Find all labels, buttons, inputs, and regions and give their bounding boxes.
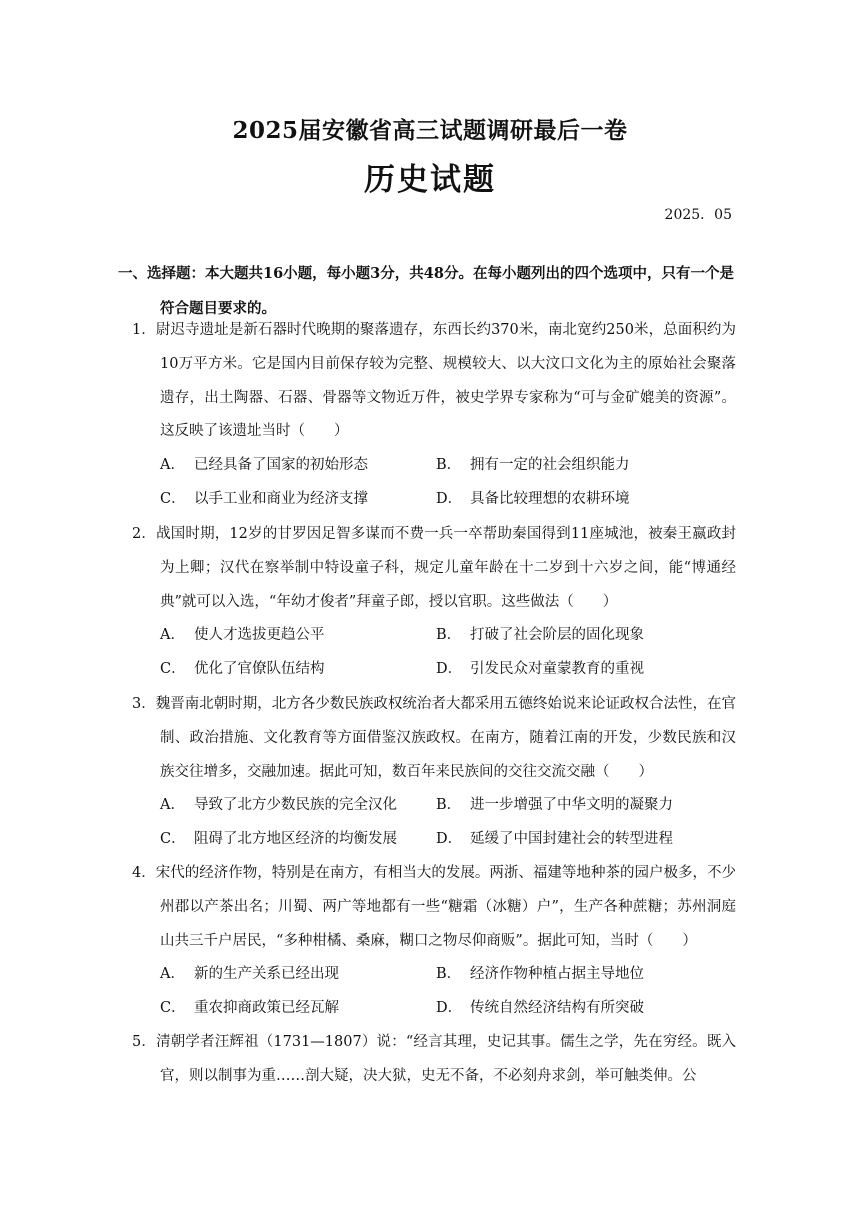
option-letter: D． bbox=[436, 661, 463, 678]
option-letter: A． bbox=[160, 457, 185, 474]
question-number: 3． bbox=[132, 696, 156, 712]
section-heading-text: 一、选择题：本大题共16小题，每小题3分，共48分。在每小题列出的四个选项中，只有一个是符合题目要求的。 bbox=[118, 265, 734, 317]
option-letter: D． bbox=[436, 490, 463, 507]
option-text: 以手工业和商业为经济支撑 bbox=[194, 490, 368, 507]
option-text: 已经具备了国家的初始形态 bbox=[194, 457, 368, 474]
option-text: 使人才选拔更趋公平 bbox=[194, 627, 325, 644]
option-letter: C． bbox=[160, 490, 186, 507]
option-letter: C． bbox=[160, 661, 186, 678]
option-text: 重农抑商政策已经瓦解 bbox=[194, 1000, 339, 1017]
option-text: 传统自然经济结构有所突破 bbox=[470, 1000, 644, 1017]
option-text: 具备比较理想的农耕环境 bbox=[470, 490, 630, 507]
option-text: 阻碍了北方地区经济的均衡发展 bbox=[194, 831, 397, 848]
option-letter: C． bbox=[160, 831, 186, 848]
question-text: 尉迟寺遗址是新石器时代晚期的聚落遗存，东西长约370米，南北宽约250米，总面积约为10万平方米。它是国内目前保存较为完整、规模较大、以大汶口文化为主的原始社会聚落遗存，出土陶器、石器、骨器等文物近万件，被史学界专家称为“可与金矿媲美的资源”。这反映了该遗址当时（ ） bbox=[155, 322, 736, 440]
option-text: 延缓了中国封建社会的转型进程 bbox=[470, 831, 673, 848]
option-c[interactable] bbox=[160, 992, 436, 1026]
question-number: 4． bbox=[132, 865, 156, 881]
option-a[interactable] bbox=[160, 789, 436, 823]
option-d[interactable] bbox=[436, 653, 736, 687]
options-grid bbox=[132, 789, 736, 857]
option-text: 进一步增强了中华文明的凝聚力 bbox=[470, 797, 673, 814]
option-text: 打破了社会阶层的固化现象 bbox=[470, 627, 644, 644]
question-stem bbox=[132, 518, 736, 619]
option-text: 导致了北方少数民族的完全汉化 bbox=[194, 797, 397, 814]
option-d[interactable] bbox=[436, 483, 736, 517]
question-stem bbox=[132, 857, 736, 958]
option-letter: B． bbox=[436, 627, 462, 644]
subject-title: 历史试题 bbox=[364, 162, 496, 198]
question-text: 宋代的经济作物，特别是在南方，有相当大的发展。两浙、福建等地种茶的园户极多，不少州郡以产茶出名；川蜀、两广等地都有一些“糖霜（冰糖）户”，生产各种蔗糖；苏州洞庭山共三千户居民，“多种柑橘、桑麻，糊口之物尽仰商贩”。据此可知，当时（ ） bbox=[155, 865, 736, 949]
question-2 bbox=[132, 518, 736, 687]
option-letter: B． bbox=[436, 966, 462, 983]
question-3 bbox=[132, 688, 736, 857]
option-letter: D． bbox=[436, 831, 463, 848]
option-letter: B． bbox=[436, 797, 462, 814]
question-number: 5． bbox=[132, 1034, 157, 1050]
question-text: 魏晋南北朝时期，北方各少数民族政权统治者大都采用五德终始说来论证政权合法性，在官制、政治措施、文化教育等方面借鉴汉族政权。在南方，随着江南的开发，少数民族和汉族交往增多，交融加速。据此可知，数百年来民族间的交往交流交融（ ） bbox=[155, 696, 736, 780]
question-text: 清朝学者汪辉祖（1731—1807）说：“经言其理，史记其事。儒生之学，先在穷经。既入官，则以制事为重……剖大疑，决大狱，史无不备，不必刻舟求剑，举可触类伸。公 bbox=[156, 1034, 736, 1084]
option-c[interactable] bbox=[160, 823, 436, 857]
option-text: 经济作物种植占据主导地位 bbox=[470, 966, 644, 983]
option-a[interactable] bbox=[160, 449, 436, 483]
option-b[interactable] bbox=[436, 958, 736, 992]
question-stem bbox=[132, 314, 736, 449]
question-number: 2． bbox=[132, 526, 157, 542]
option-letter: D． bbox=[436, 1000, 463, 1017]
options-grid bbox=[132, 619, 736, 687]
question-1 bbox=[132, 314, 736, 517]
exam-title: 2025届安徽省高三试题调研最后一卷 bbox=[232, 117, 628, 144]
option-letter: B． bbox=[436, 457, 462, 474]
options-grid bbox=[132, 958, 736, 1026]
option-text: 新的生产关系已经出现 bbox=[194, 966, 339, 983]
option-c[interactable] bbox=[160, 483, 436, 517]
option-text: 优化了官僚队伍结构 bbox=[194, 661, 325, 678]
option-letter: A． bbox=[160, 627, 185, 644]
question-5 bbox=[132, 1026, 736, 1094]
question-stem bbox=[132, 1026, 736, 1094]
option-text: 引发民众对童蒙教育的重视 bbox=[470, 661, 644, 678]
option-d[interactable] bbox=[436, 992, 736, 1026]
option-b[interactable] bbox=[436, 449, 736, 483]
question-stem bbox=[132, 688, 736, 789]
option-a[interactable] bbox=[160, 958, 436, 992]
options-grid bbox=[132, 449, 736, 517]
option-a[interactable] bbox=[160, 619, 436, 653]
option-letter: C． bbox=[160, 1000, 186, 1017]
exam-date: 2025．05 bbox=[664, 207, 732, 223]
option-letter: A． bbox=[160, 966, 185, 983]
option-b[interactable] bbox=[436, 789, 736, 823]
option-b[interactable] bbox=[436, 619, 736, 653]
option-text: 拥有一定的社会组织能力 bbox=[470, 457, 630, 474]
option-c[interactable] bbox=[160, 653, 436, 687]
question-number: 1． bbox=[132, 322, 156, 338]
option-letter: A． bbox=[160, 797, 185, 814]
question-text: 战国时期，12岁的甘罗因足智多谋而不费一兵一卒帮助秦国得到11座城池，被秦王嬴政封为上卿；汉代在察举制中特设童子科，规定儿童年龄在十二岁到十六岁之间，能“博通经典”就可以入选，“年幼才俊者”拜童子郎，授以官职。这些做法（ ） bbox=[156, 526, 736, 610]
option-d[interactable] bbox=[436, 823, 736, 857]
question-4 bbox=[132, 857, 736, 1026]
